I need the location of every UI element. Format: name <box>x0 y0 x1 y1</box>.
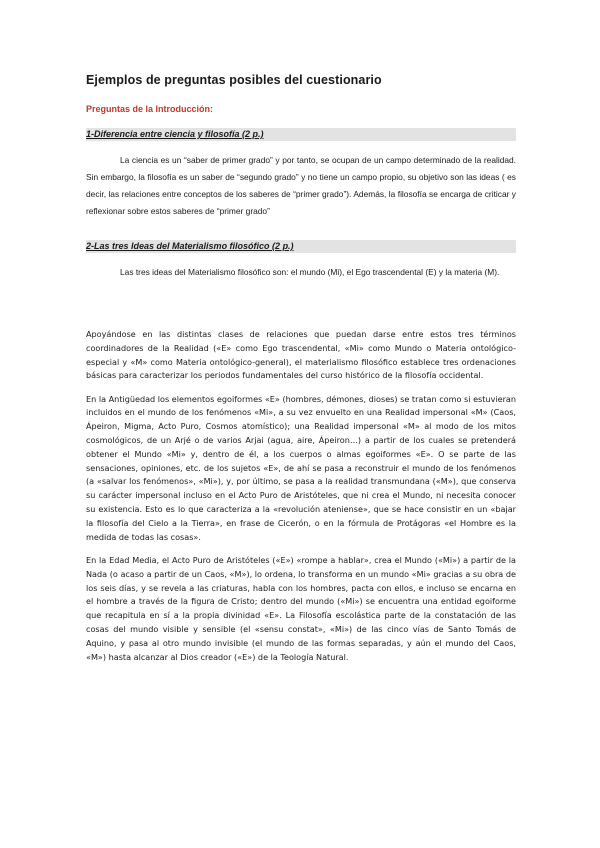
question-1-heading: 1-Diferencia entre ciencia y filosofía (2 p.) <box>86 128 516 141</box>
question-1-answer-block <box>86 152 516 220</box>
question-2-heading: 2-Las tres Ideas del Materialismo filosófico (2 p.) <box>86 240 516 253</box>
section-subtitle: Preguntas de la Introducción: <box>86 104 214 114</box>
question-2-answer-block <box>86 264 516 281</box>
paragraph-relations: Apoyándose en las distintas clases de relaciones que puedan darse entre estos tres términos coordinadores de la Realidad («E» como Ego trascendental, «Mi» como Mundo o Materia ontológico-especial y «M» como Materia ontológico-general), el materialismo filosófico establece tres ordenaciones básicas para caracterizar los periodos fundamentales del curso histórico de la filosofía occidental. <box>86 329 516 381</box>
paragraph-antiquity: En la Antigüedad los elementos egoiformes «E» (hombres, démones, dioses) se tratan como si estuvieran incluidos en el mundo de los fenómenos «Mi», a su vez envuelto en una Realidad impersonal «M» (Caos, Ápeiron, Migma, Acto Puro, Cosmos atomístico); una Realidad impersonal «M» al modo de los mitos cosmológicos, de un Arjé o de varios Arjai (agua, aire, Ápeiron…) a partir de los cuales se pretenderá obtener el Mundo «Mi» y, dentro de él, a los cuerpos o almas egoiformes «E». O se parte de las sensaciones, opiniones, etc. de los sujetos «E», de ahí se pasa a reconstruir el mundo de los fenómenos (a «salvar los fenómenos», «Mi»), y, por último, se pasa a la realidad transmundana («M»), que conserva su carácter impersonal incluso en el Acto Puro de Aristóteles, que ni crea el Mundo, ni necesita conocer su existencia. Esto es lo que caracteriza a la «revolución ateniense», que se hace consistir en un «bajar la filosofía del Cielo a la Tierra», en frase de Cicerón, o en la fórmula de Protágoras «el Hombre es la medida de todas las cosas». <box>86 393 516 542</box>
paragraph-middle-ages: En la Edad Media, el Acto Puro de Aristóteles («E») «rompe a hablar», crea el Mundo («Mi») a partir de la Nada (o acaso a partir de un Caos, «M»), lo ordena, lo transforma en un mundo «Mi» gracias a su obra de los seis días, y se revela a las criaturas, habla con los hombres, pacta con ellos, e incluso se encarna en el hombre a través de la figura de Cristo; dentro del mundo («Mi») se encuentra una entidad egoiforme que recapitula en sí a la propia divinidad «E». La Filosofía escolástica parte de la constatación de las cosas del mundo visible y sensible (el «sensu constat», «Mi») de las cinco vías de Santo Tomás de Aquino, y pasa al otro mundo invisible (el mundo de las formas separadas, y aún el mundo del Caos, «M») hasta alcanzar al Dios creador («E») de la Teología Natural. <box>86 554 516 662</box>
document-title: Ejemplos de preguntas posibles del cuestionario <box>86 73 382 87</box>
body-text <box>86 328 516 674</box>
question-2-answer: Las tres ideas del Materialismo filosófico son: el mundo (Mi), el Ego trascendental (E) y la materia (M). <box>120 267 500 277</box>
question-1-answer: La ciencia es un “saber de primer grado” y por tanto, se ocupan de un campo determinado de la realidad. Sin embargo, la filosofía es un saber de “segundo grado” y no tiene un campo propio, su objetivo son las ideas ( es decir, las relaciones entre conceptos de los saberes de “primer grado”). Además, la filosofía se encarga de criticar y reflexionar sobre estos saberes de “primer grado” <box>86 155 516 216</box>
